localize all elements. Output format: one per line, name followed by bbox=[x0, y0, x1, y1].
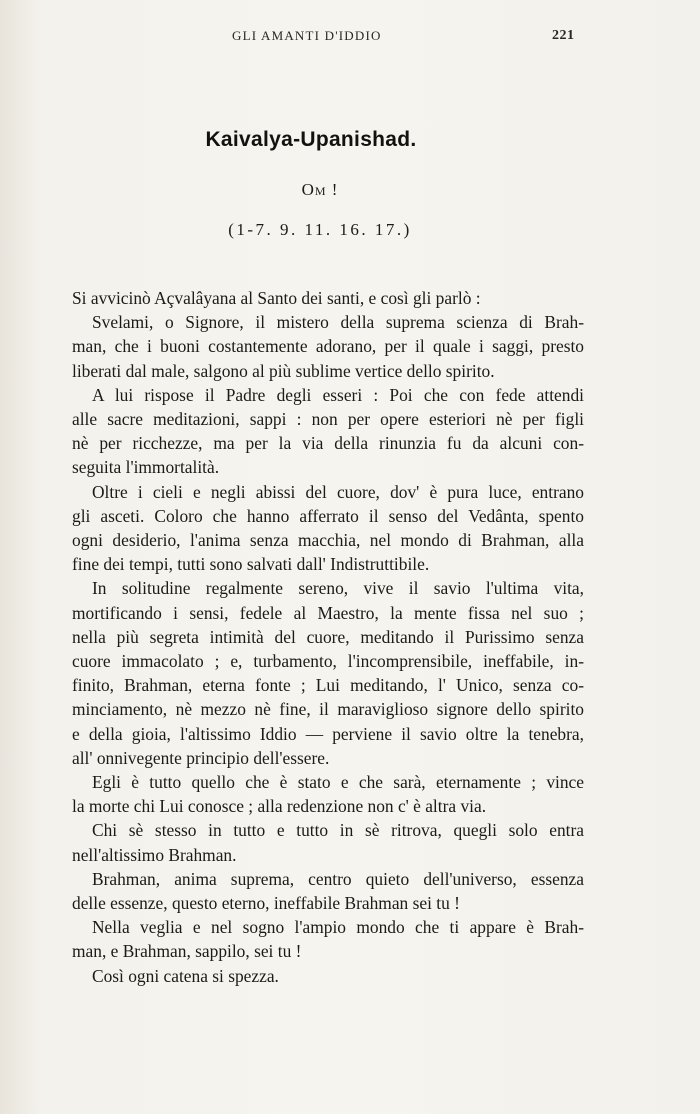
text-line: fine dei tempi, tutti sono salvati dall' Indistruttibile. bbox=[72, 554, 430, 575]
text-line: Brahman, anima suprema, centro quieto dell'universo, essenza bbox=[92, 868, 584, 889]
text-line: delle essenze, questo eterno, ineffabile Brahman sei tu ! bbox=[72, 893, 460, 914]
body-text bbox=[72, 286, 584, 988]
text-line: finito, Brahman, eterna fonte ; Lui meditando, l' Unico, senza co- bbox=[72, 675, 584, 696]
text-line: alle sacre meditazioni, sappi : non per opere esteriori nè per figli bbox=[72, 409, 584, 430]
text-line: nella più segreta intimità del cuore, meditando il Purissimo senza bbox=[72, 626, 584, 647]
text-line: gli asceti. Coloro che hanno afferrato il senso del Vedânta, spento bbox=[72, 505, 584, 526]
invocation: Om ! bbox=[301, 180, 339, 199]
text-line: Egli è tutto quello che è stato e che sarà, eternamente ; vince bbox=[92, 772, 584, 793]
text-line: A lui rispose il Padre degli esseri : Poi che con fede attendi bbox=[92, 384, 584, 405]
text-line: e della gioia, l'altissimo Iddio — perviene il savio oltre la tenebra, bbox=[72, 723, 584, 744]
text-line: In solitudine regalmente sereno, vive il savio l'ultima vita, bbox=[92, 578, 584, 599]
running-title: GLI AMANTI D'IDDIO bbox=[232, 28, 382, 43]
text-line: all' onnivegente principio dell'essere. bbox=[72, 747, 330, 768]
text-line: cuore immacolato ; e, turbamento, l'incomprensibile, ineffabile, in- bbox=[72, 651, 584, 672]
text-line: man, e Brahman, sappilo, sei tu ! bbox=[72, 941, 302, 962]
running-header bbox=[0, 28, 700, 48]
text-line: Oltre i cieli e negli abissi del cuore, dov' è pura luce, entrano bbox=[92, 481, 584, 502]
verse-reference: (1-7. 9. 11. 16. 17.) bbox=[228, 220, 412, 239]
text-line: minciamento, nè mezzo nè fine, il maraviglioso signore dello spirito bbox=[72, 699, 584, 720]
text-line: nè per ricchezze, ma per la via della rinunzia fu da alcuni con- bbox=[72, 433, 584, 454]
page-number: 221 bbox=[552, 28, 575, 43]
text-line: Nella veglia e nel sogno l'ampio mondo che ti appare è Brah- bbox=[92, 917, 584, 938]
text-line: ogni desiderio, l'anima senza macchia, nel mondo di Brahman, alla bbox=[72, 530, 584, 551]
text-line: la morte chi Lui conosce ; alla redenzione non c' è altra via. bbox=[72, 796, 487, 817]
text-line: liberati dal male, salgono al più sublime vertice dello spirito. bbox=[72, 360, 495, 381]
text-line: Svelami, o Signore, il mistero della suprema scienza di Brah- bbox=[92, 312, 584, 333]
text-line: Chi sè stesso in tutto e tutto in sè ritrova, quegli solo entra bbox=[92, 820, 584, 841]
text-line: man, che i buoni costantemente adorano, per il quale i saggi, presto bbox=[72, 336, 584, 357]
chapter-title: Kaivalya-Upanishad. bbox=[205, 128, 417, 151]
text-line: Si avvicinò Açvalâyana al Santo dei santi, e così gli parlò : bbox=[72, 288, 481, 308]
text-line: mortificando i sensi, fedele al Maestro, la mente fissa nel suo ; bbox=[72, 602, 584, 623]
text-line: seguita l'immortalità. bbox=[72, 457, 220, 478]
text-line: nell'altissimo Brahman. bbox=[72, 844, 237, 865]
text-line: Così ogni catena si spezza. bbox=[92, 965, 279, 986]
